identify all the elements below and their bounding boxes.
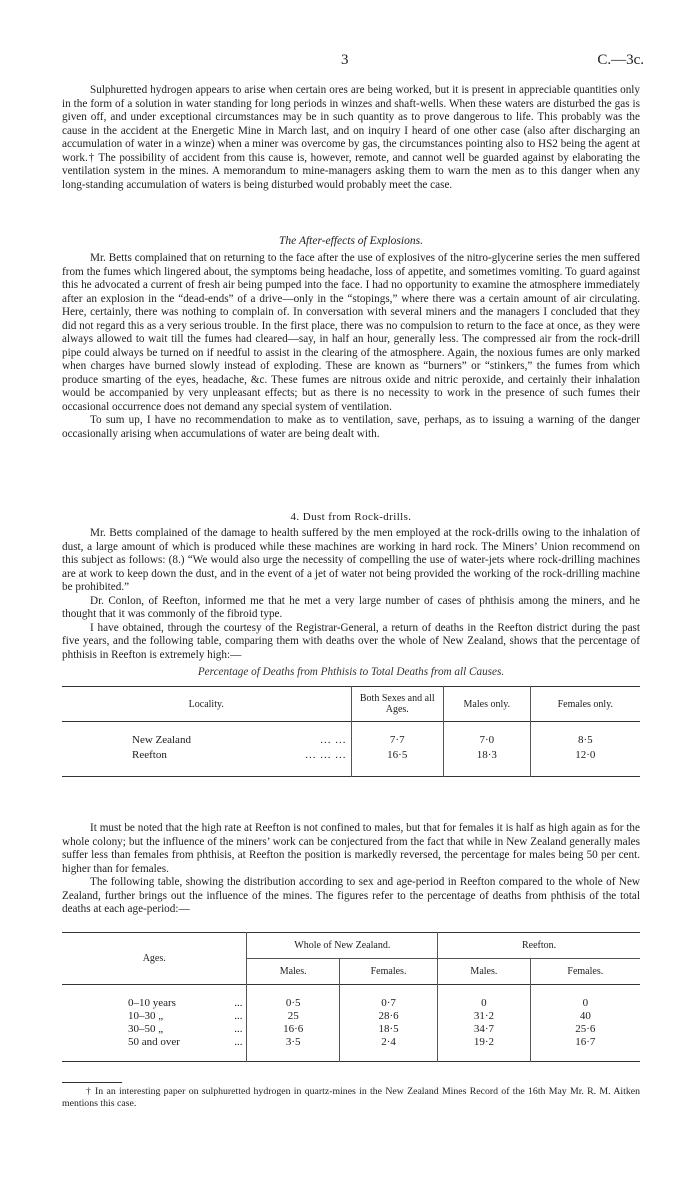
- age-sex-distribution-table: [62, 932, 640, 1062]
- col-locality: Locality.: [188, 698, 224, 710]
- body-text-dust: [62, 527, 640, 662]
- table1-caption: Percentage of Deaths from Phthisis to Total Deaths from all Causes.: [197, 666, 505, 678]
- col-females-only: Females only.: [530, 687, 640, 722]
- leader-dots: ...: [234, 1010, 243, 1022]
- table-row: [62, 748, 640, 777]
- col-reefton-males: Males.: [438, 959, 530, 985]
- leader-dots: ...: [234, 997, 243, 1009]
- paragraph-registrar: I have obtained, through the courtesy of the Registrar-General, a return of deaths in the Reefton district during the past five years, and the following table, comparing them with deaths over the whole of New Zealand, shows that the percentage of phthisis in Reefton is extremely high:—: [62, 621, 640, 661]
- males-value: 18·3: [443, 748, 530, 777]
- table-row: [62, 1036, 640, 1062]
- age-label: 10–30 „: [128, 1010, 164, 1022]
- nz-males-value: 0·5: [247, 985, 339, 1011]
- table-row: [62, 1023, 640, 1036]
- locality-name: Reefton: [132, 749, 167, 761]
- heading-after-effects: The After-effects of Explosions.: [279, 235, 423, 247]
- footnote-rule: [62, 1082, 122, 1083]
- col-nz-females: Females.: [339, 959, 437, 985]
- footnote: † In an interesting paper on sulphuretted hydrogen in quartz-mines in the New Zealand Mines Record of the 16th May Mr. R. M. Aitken mentions this case.: [62, 1086, 640, 1109]
- table-row: [62, 722, 640, 749]
- body-text-analysis: [62, 822, 640, 917]
- nz-females-value: 2·4: [339, 1036, 437, 1062]
- col-both-sexes: Both Sexes and all Ages.: [351, 687, 443, 722]
- table-row: [62, 1010, 640, 1023]
- paragraph-betts-fumes: Mr. Betts complained that on returning to the face after the use of explosives of the nitro-glycerine series the men suffered from the fumes which lingered about, the symptoms being headache, loss of appetite, and sometimes vomiting. To guard against this he advocated a current of fresh air being pumped into the face. I had no opportunity to examine the atmosphere immediately after an explosion in the “dead-ends” of a drive—only in the “stopings,” where there was a certain amount of air circulating. Here, certainly, there was nothing to complain of. In conversation with several miners and the managers I concluded that they did not regard this as a very serious trouble. In the first place, there was no compulsion to return to the face at once, as they were always allowed to wait till the fumes had cleared—say, in half an hour, generally less. The compressed air from the rock-drill pipe could always be turned on if needful to assist in the clearing of the atmosphere. Again, the noxious fumes are only marked when charges have burned slowly instead of exploding. These are known as “burners” or “stinkers,” the fumes from which produce smarting of the eyes, headache, &c. These fumes are nitrous oxide and nitric peroxide, and certainly their inhalation would be accompanied by very unpleasant effects; but as there is no necessity to work in the presence of such fumes their occasional occurrence does not demand any special system of ventilation.: [62, 252, 640, 413]
- body-text-top: [62, 84, 640, 192]
- col-reefton-females: Females.: [530, 959, 640, 985]
- paragraph-conlon: Dr. Conlon, of Reefton, informed me that he met a very large number of cases of phthisis among the miners, and he thought that it was commonly of the fibroid type.: [62, 594, 640, 620]
- locality-cell: [62, 722, 351, 749]
- col-nz-males: Males.: [247, 959, 339, 985]
- reefton-females-value: 25·6: [530, 1023, 640, 1036]
- males-value: 7·0: [443, 722, 530, 749]
- reefton-males-value: 34·7: [438, 1023, 530, 1036]
- age-cell: [62, 1023, 247, 1036]
- reefton-males-value: 0: [438, 985, 530, 1011]
- reefton-males-value: 31·2: [438, 1010, 530, 1023]
- paragraph-age-table-intro: The following table, showing the distribution according to sex and age-period in Reefton compared to the whole of New Zealand, further brings out the influence of the mines. The figures refer to the percentage of deaths from phthisis of the total deaths at each age-period:—: [62, 876, 640, 915]
- leader-dots: ... ...: [320, 734, 347, 746]
- document-reference: C.—3c.: [597, 52, 644, 68]
- heading-dust-rock-drills: 4. Dust from Rock-drills.: [290, 511, 412, 523]
- leader-dots: ...: [234, 1023, 243, 1035]
- age-label: 30–50 „: [128, 1023, 164, 1035]
- females-value: 8·5: [530, 722, 640, 749]
- locality-cell: [62, 748, 351, 777]
- age-cell: [62, 1036, 247, 1062]
- nz-males-value: 3·5: [247, 1036, 339, 1062]
- leader-dots: ...: [234, 1036, 243, 1048]
- col-ages: Ages.: [142, 953, 166, 964]
- col-group-reefton: Reefton.: [438, 933, 640, 959]
- reefton-males-value: 19·2: [438, 1036, 530, 1062]
- table-row: [62, 985, 640, 1011]
- females-value: 12·0: [530, 748, 640, 777]
- age-cell: [62, 1010, 247, 1023]
- body-text-explosions: [62, 252, 640, 441]
- page-number: 3: [341, 52, 349, 68]
- col-group-new-zealand: Whole of New Zealand.: [247, 933, 438, 959]
- age-label: 50 and over: [128, 1036, 180, 1048]
- both-value: 16·5: [351, 748, 443, 777]
- leader-dots: ... ... ...: [305, 749, 347, 761]
- both-value: 7·7: [351, 722, 443, 749]
- paragraph-sulphuretted-hydrogen: Sulphuretted hydrogen appears to arise when certain ores are being worked, but it is present in appreciable quantities only in the form of a solution in water standing for long periods in winzes and shaft-wells. When these waters are disturbed the gas is given off, and under exceptional circumstances may be in such quantity as to prove dangerous to life. This probably was the cause in the accident at the Energetic Mine in March last, and on inquiry I heard of one other case (also after discharging an accumulation of water in a winze) when a miner was overcome by gas, the circumstances pointing also to HS2 being the agent at work.† The possibility of accident from this cause is, however, remote, and cannot well be guarded against by elaborating the ventilation system in the mines. A memorandum to mine-managers asking them to warn the men as to this danger when any long-standing accumulation of waters is being disturbed would probably meet the case.: [62, 84, 640, 191]
- age-cell: [62, 985, 247, 1011]
- phthisis-percentage-table: [62, 686, 640, 777]
- nz-females-value: 28·6: [339, 1010, 437, 1023]
- nz-females-value: 0·7: [339, 985, 437, 1011]
- paragraph-sum-up: To sum up, I have no recommendation to make as to ventilation, save, perhaps, as to issuing a warning of the danger occasionally arising when accumulations of water are being dealt with.: [62, 414, 640, 440]
- col-males-only: Males only.: [443, 687, 530, 722]
- paragraph-betts-dust: Mr. Betts complained of the damage to health suffered by the men employed at the rock-drills owing to the inhalation of dust, a large amount of which is produced while these machines are working in hard rock. The Miners’ Union recommend on this subject as follows: (8.) “We would also urge the necessity of compelling the use of water-jets where rock-drilling machines are at work to keep down the dust, and in the event of a jet of water not being provided the working of the rock-drilling machine be prohibited.”: [62, 527, 640, 593]
- nz-females-value: 18·5: [339, 1023, 437, 1036]
- page-header: [0, 52, 700, 72]
- age-label: 0–10 years: [128, 997, 176, 1009]
- nz-males-value: 25: [247, 1010, 339, 1023]
- nz-males-value: 16·6: [247, 1023, 339, 1036]
- paragraph-high-rate: It must be noted that the high rate at Reefton is not confined to males, but that for females it is half as high again as for the whole colony; but the influence of the miners’ work can be conjectured from the fact that while in New Zealand generally males suffer less than females from phthisis, at Reefton the position is markedly reversed, the percentage for males being 50 per cent. higher than for females.: [62, 822, 640, 875]
- reefton-females-value: 16·7: [530, 1036, 640, 1062]
- reefton-females-value: 0: [530, 985, 640, 1011]
- locality-name: New Zealand: [132, 734, 191, 746]
- reefton-females-value: 40: [530, 1010, 640, 1023]
